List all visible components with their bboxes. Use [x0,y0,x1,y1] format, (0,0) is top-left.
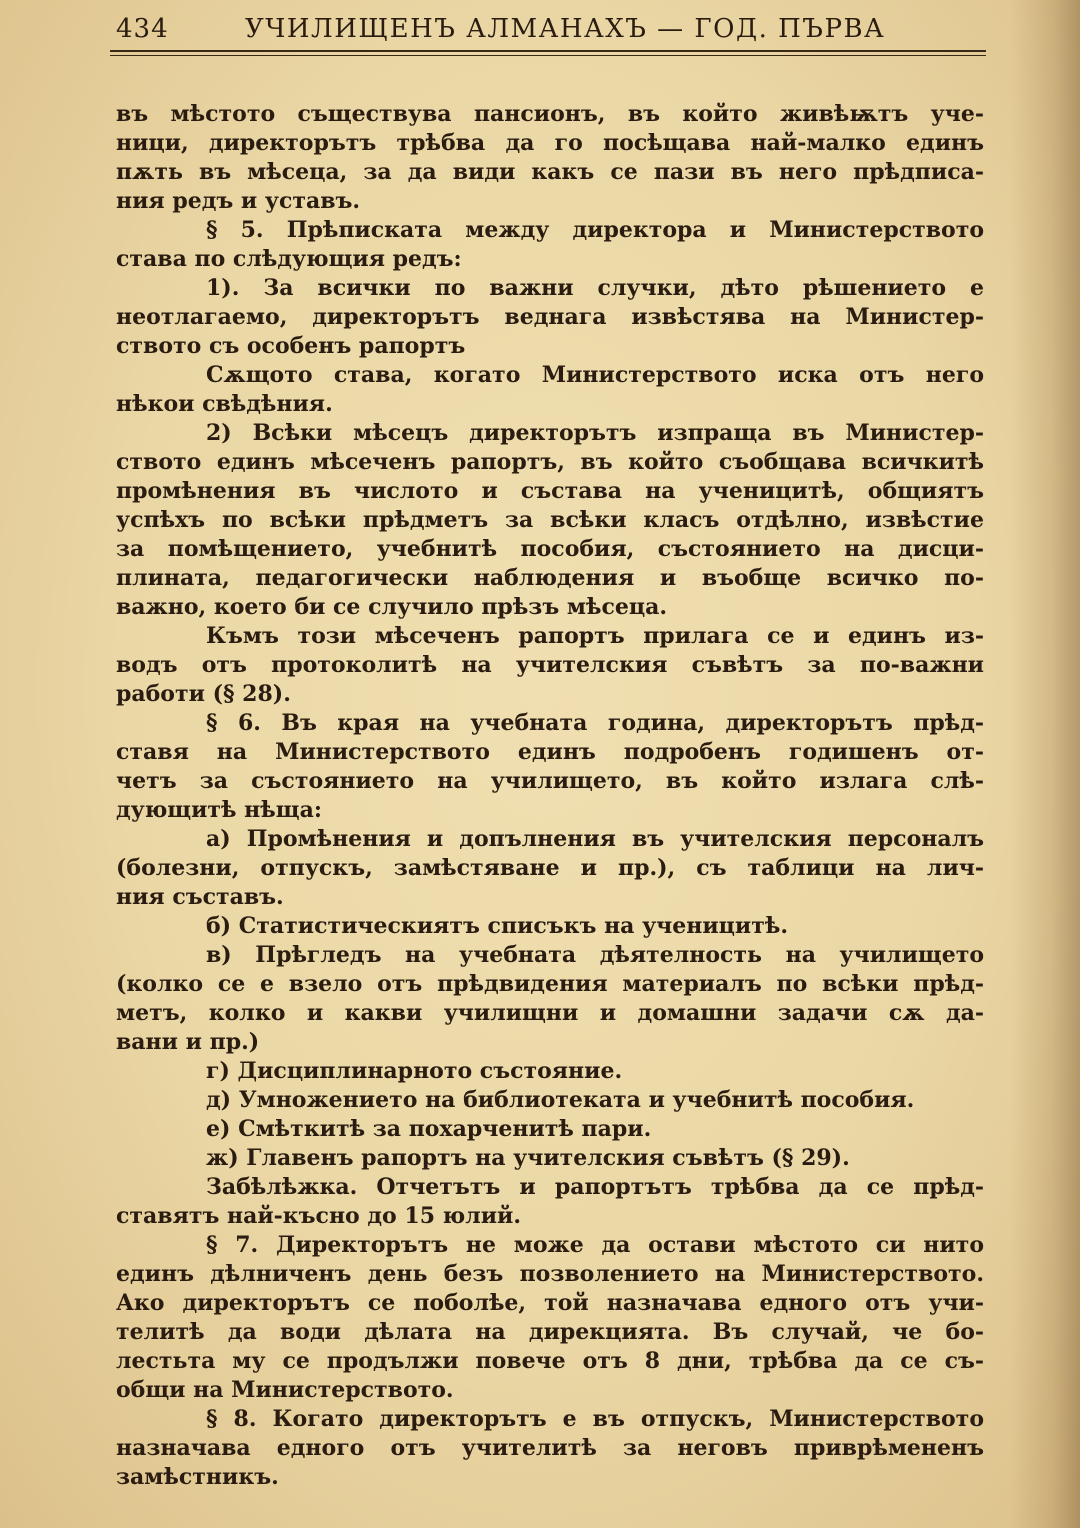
text-line: ството единъ мѣсеченъ рапортъ, въ който съобщава всичкитѣ [116,449,984,475]
text-line: (колко се е взело отъ прѣдвидения материалъ по всѣки прѣд- [116,971,984,997]
text-line: г) Дисциплинарното състояние. [206,1058,623,1084]
text-line: единъ дѣлниченъ день безъ позволението на Министерството. [116,1261,984,1287]
header-rule-thick [110,50,986,52]
text-line: ния редъ и уставъ. [116,188,361,214]
text-line: 1). За всички по важни случки, дѣто рѣшението е [206,275,984,301]
text-line: неотлагаемо, директорътъ веднага извѣстява на Министер- [116,304,984,330]
text-line: (болезни, отпускъ, замѣстяване и пр.), съ таблици на лич- [116,855,984,881]
running-title: УЧИЛИЩЕНЪ АЛМАНАХЪ — ГОД. ПЪРВА [245,14,886,44]
page-spine-shadow [1010,0,1080,1528]
text-line: б) Статистическиятъ списъкъ на ученицитѣ. [206,913,789,939]
text-line: лестьта му се продължи повече отъ 8 дни, трѣбва да се съ- [116,1348,984,1374]
text-line: в) Прѣгледъ на учебната дѣятелность на училището [206,942,984,968]
text-line: работи (§ 28). [116,681,291,707]
text-line: въ мѣстото съществува пансионъ, въ който живѣѭтъ уче- [116,101,984,127]
text-line: дующитѣ нѣща: [116,797,322,823]
text-line: телитѣ да води дѣлата на дирекцията. Въ случай, че бо- [116,1319,984,1345]
note-line: Забѣлѣжка. Отчетътъ и рапортътъ трѣбва да се прѣд- [206,1174,984,1200]
text-line: вани и пр.) [116,1029,260,1055]
text-line: метъ, колко и какви училищни и домашни задачи сѫ да- [116,1000,984,1026]
text-line: общи на Министерството. [116,1377,454,1403]
text-line: за помѣщението, учебнитѣ пособия, състоянието на дисци- [116,536,984,562]
text-line: а) Промѣнения и допълнения въ учителския персоналъ [206,826,984,852]
note-line: ставятъ най-късно до 15 юлий. [116,1203,522,1229]
text-line: § 7. Директорътъ не може да остави мѣстото си нито [206,1232,984,1258]
text-line: пѫть въ мѣсеца, за да види какъ се пази въ него прѣдписа- [116,159,984,185]
text-line: става по слѣдующия редъ: [116,246,462,272]
text-line: замѣстникъ. [116,1464,279,1490]
text-line: назначава едного отъ учителитѣ за неговъ приврѣмененъ [116,1435,984,1461]
text-line: водъ отъ протоколитѣ на учителския съвѣтъ за по-важни [116,652,984,678]
text-line: плината, педагогически наблюдения и въобще всичко по- [116,565,984,591]
text-line: ставя на Министерството единъ подробенъ годишенъ от- [116,739,984,765]
header-rule-thin [110,55,986,56]
text-line: ж) Главенъ рапортъ на учителския съвѣтъ (§ 29). [206,1145,850,1171]
text-line: Ако директорътъ се поболѣе, той назначава едного отъ учи- [116,1290,984,1316]
text-line: § 6. Въ края на учебната година, директорътъ прѣд- [206,710,984,736]
text-line: Къмъ този мѣсеченъ рапортъ прилага се и единъ из- [206,623,984,649]
text-line: ния съставъ. [116,884,284,910]
text-line: § 8. Когато директорътъ е въ отпускъ, Министерството [206,1406,984,1432]
text-line: § 5. Прѣписката между директора и Министерството [206,217,984,243]
text-line: нѣкои свѣдѣния. [116,391,333,417]
page-number: 434 [116,14,169,44]
text-line: е) Смѣткитѣ за похарченитѣ пари. [206,1116,652,1142]
text-line: четъ за състоянието на училището, въ който излага слѣ- [116,768,984,794]
text-line: д) Умножението на библиотеката и учебнитѣ пособия. [206,1087,915,1113]
running-header [110,10,990,48]
text-line: важно, което би се случило прѣзъ мѣсеца. [116,594,667,620]
text-line: Сѫщото става, когато Министерството иска отъ него [206,362,984,388]
text-line: промѣнения въ числото и състава на ученицитѣ, общиятъ [116,478,984,504]
text-line: 2) Всѣки мѣсецъ директорътъ изпраща въ Министер- [206,420,984,446]
text-line: ници, директорътъ трѣбва да го посѣщава най-малко единъ [116,130,984,156]
text-line: ството съ особенъ рапортъ [116,333,466,359]
text-line: успѣхъ по всѣки прѣдметъ за всѣки класъ отдѣлно, извѣстие [116,507,984,533]
